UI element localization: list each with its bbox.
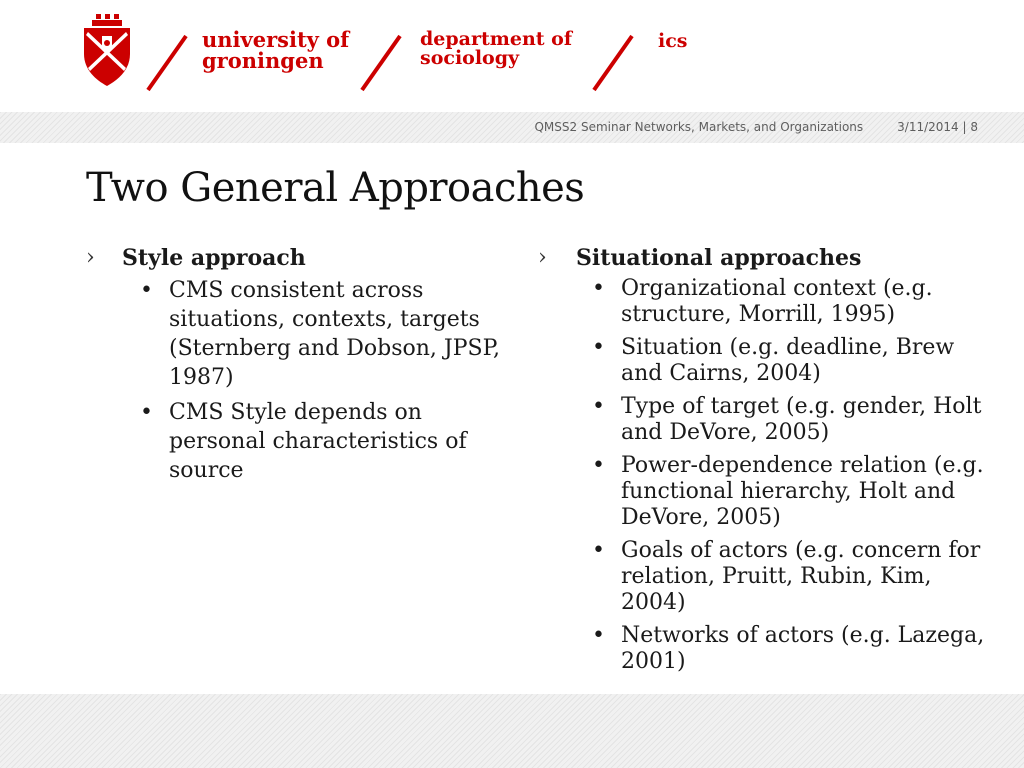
heading-text: Style approach [122, 245, 306, 271]
chevron-right-icon: › [86, 245, 95, 270]
list-item: • CMS consistent across situations, contexts, targets (Sternberg and Dobson, JPSP, 1987) [140, 278, 500, 390]
chevron-right-icon: › [538, 245, 547, 270]
bullet-icon: • [140, 278, 153, 303]
slide-header [0, 0, 1024, 112]
situational-approaches-list [538, 276, 988, 675]
bullet-icon: • [592, 335, 605, 360]
slide-meta [534, 120, 978, 134]
list-item: • Situation (e.g. deadline, Brew and Cairns, 2004) [592, 335, 955, 386]
list-item: • CMS Style depends on personal characteristics of source [140, 400, 467, 483]
list-item: • Goals of actors (e.g. concern for relation, Pruitt, Rubin, Kim, 2004) [592, 538, 981, 615]
bullet-icon: • [140, 400, 153, 425]
style-approach-heading [86, 244, 506, 272]
footer-stripe-band [0, 694, 1024, 768]
bullet-icon: • [592, 623, 605, 648]
department-logotype [420, 30, 572, 69]
course-title: QMSS2 Seminar Networks, Markets, and Organizations [534, 120, 864, 134]
date-page-number: 3/11/2014 | 8 [897, 120, 978, 134]
style-approach-list [86, 276, 506, 485]
list-item: • Power-dependence relation (e.g. functional hierarchy, Holt and DeVore, 2005) [592, 453, 984, 530]
bullet-icon: • [592, 276, 605, 301]
divider-slash-icon [142, 32, 192, 94]
list-item: • Organizational context (e.g. structure, Morrill, 1995) [592, 276, 933, 327]
university-crest-icon [82, 14, 132, 88]
bullet-icon: • [592, 538, 605, 563]
list-item: • Type of target (e.g. gender, Holt and DeVore, 2005) [592, 394, 982, 445]
bullet-icon: • [592, 453, 605, 478]
divider-slash-icon [588, 32, 638, 94]
university-line2: groningen [202, 48, 324, 74]
slide-title: Two General Approaches [86, 165, 585, 211]
heading-text: Situational approaches [576, 245, 862, 271]
university-logotype [202, 29, 349, 72]
left-column [86, 244, 506, 491]
right-column [538, 244, 988, 682]
department-line1: department of [420, 28, 572, 50]
situational-approaches-heading [538, 244, 988, 272]
divider-slash-icon [356, 32, 406, 94]
list-item: • Networks of actors (e.g. Lazega, 2001) [592, 623, 985, 674]
university-line1: university of [202, 27, 350, 52]
institute-logotype: ics [658, 30, 688, 52]
bullet-icon: • [592, 394, 605, 419]
department-line2: sociology [420, 47, 520, 70]
